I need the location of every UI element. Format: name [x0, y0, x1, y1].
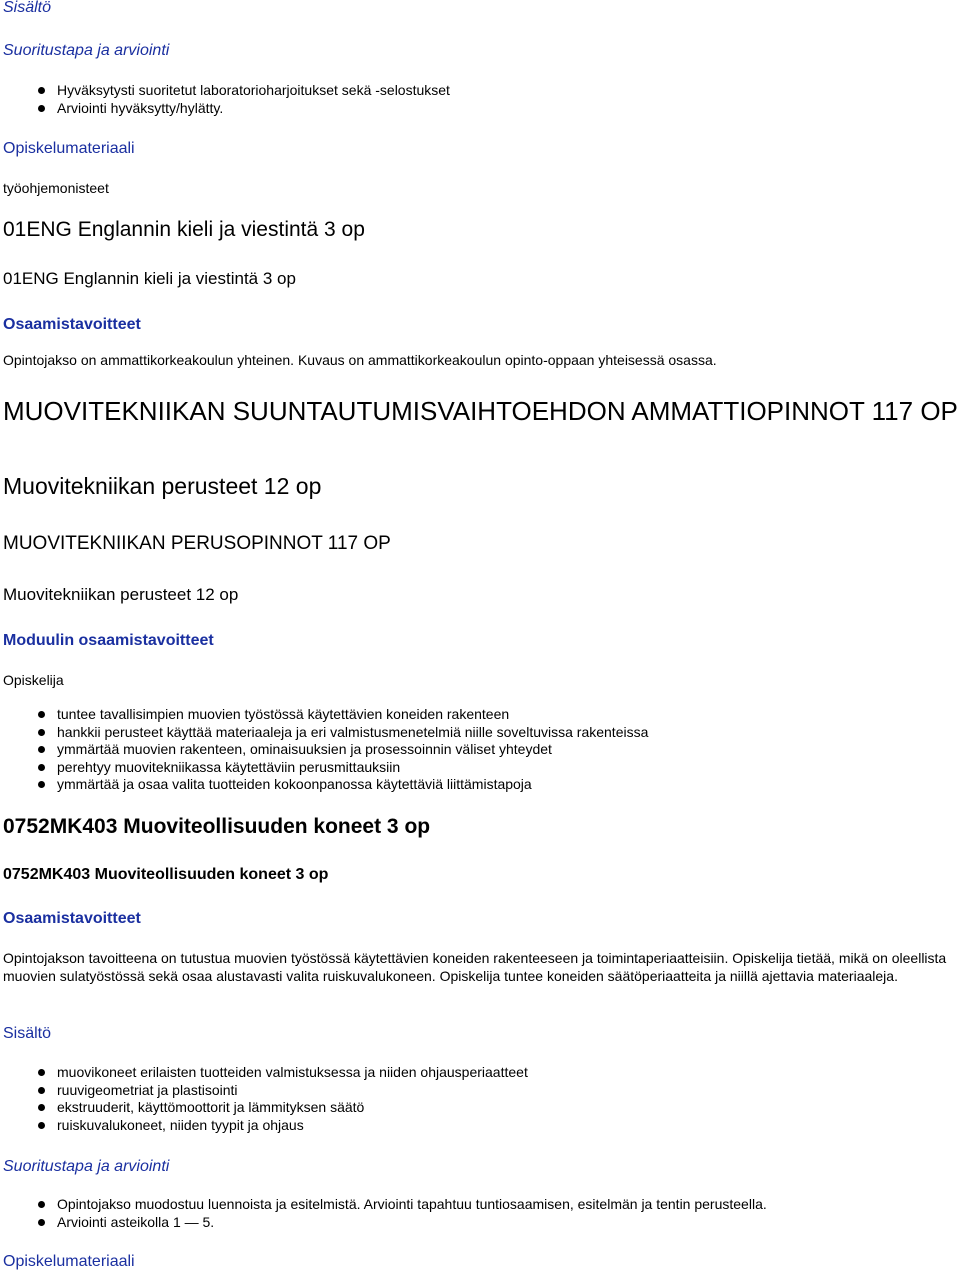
course-0752-opiskelumateriaali-heading: Opiskelumateriaali	[3, 1253, 135, 1270]
list-item: tuntee tavallisimpien muovien työstössä käytettävien koneiden rakenteen	[0, 706, 648, 724]
course-0752-title: 0752MK403 Muoviteollisuuden koneet 3 op	[3, 815, 431, 838]
bullet-icon	[38, 764, 45, 771]
eng-course-title: 01ENG Englannin kieli ja viestintä 3 op	[3, 218, 365, 241]
course-0752-sisalto-heading: Sisältö	[3, 1025, 52, 1042]
bullet-icon	[38, 1087, 45, 1094]
opiskelumateriaali-heading: Opiskelumateriaali	[3, 140, 135, 157]
eng-osaamistavoitteet-text: Opintojakso on ammattikorkeakoulun yhteinen. Kuvaus on ammattikorkeakoulun opinto-oppaan yhteisessä osassa.	[3, 352, 717, 368]
bullet-icon	[38, 1104, 45, 1111]
list-item: ymmärtää muovien rakenteen, ominaisuuksien ja prosessoinnin väliset yhteydet	[0, 741, 648, 759]
bullet-icon	[38, 746, 45, 753]
list-item: perehtyy muovitekniikassa käytettäviin perusmittauksiin	[0, 759, 648, 777]
opiskelija-label: Opiskelija	[3, 672, 64, 688]
eng-course-subtitle: 01ENG Englannin kieli ja viestintä 3 op	[3, 269, 296, 288]
suoritustapa-heading: Suoritustapa ja arviointi	[3, 42, 170, 59]
module-main-title: MUOVITEKNIIKAN SUUNTAUTUMISVAIHTOEHDON AMMATTIOPINNOT 117 OP	[3, 396, 958, 426]
bullet-icon	[38, 1219, 45, 1226]
suoritustapa-list	[0, 82, 450, 117]
bullet-icon	[38, 1069, 45, 1076]
course-0752-sisalto-list	[0, 1064, 528, 1134]
opiskelumateriaali-text: työohjemonisteet	[3, 180, 109, 196]
list-item: Arviointi hyväksytty/hylätty.	[0, 100, 450, 118]
module-objectives-list	[0, 706, 648, 794]
bullet-icon	[38, 1122, 45, 1129]
bullet-icon	[38, 87, 45, 94]
module-main-title-2: MUOVITEKNIIKAN PERUSOPINNOT 117 OP	[3, 533, 391, 554]
list-item: Opintojakso muodostuu luennoista ja esitelmistä. Arviointi tapahtuu tuntiosaamisen, esitelmän ja tentin perusteella.	[0, 1196, 767, 1214]
sisalto-heading: Sisältö	[3, 0, 52, 16]
list-item: ymmärtää ja osaa valita tuotteiden kokoonpanossa käytettäviä liittämistapoja	[0, 776, 648, 794]
eng-osaamistavoitteet-heading: Osaamistavoitteet	[3, 316, 141, 333]
moduulin-osaamistavoitteet-heading: Moduulin osaamistavoitteet	[3, 632, 214, 649]
list-item: Hyväksytysti suoritetut laboratorioharjoitukset sekä -selostukset	[0, 82, 450, 100]
course-0752-suoritustapa-list	[0, 1196, 767, 1231]
bullet-icon	[38, 1201, 45, 1208]
bullet-icon	[38, 711, 45, 718]
course-0752-subtitle: 0752MK403 Muoviteollisuuden koneet 3 op	[3, 866, 329, 883]
list-item: ruuvigeometriat ja plastisointi	[0, 1082, 528, 1100]
list-item: Arviointi asteikolla 1 — 5.	[0, 1214, 767, 1232]
module-sub-title: Muovitekniikan perusteet 12 op	[3, 473, 322, 499]
module-sub-title-2: Muovitekniikan perusteet 12 op	[3, 585, 239, 604]
list-item: ekstruuderit, käyttömoottorit ja lämmityksen säätö	[0, 1099, 528, 1117]
course-0752-osaamistavoitteet-heading: Osaamistavoitteet	[3, 910, 141, 927]
bullet-icon	[38, 105, 45, 112]
course-0752-osaamistavoitteet-text: Opintojakson tavoitteena on tutustua muovien työstössä käytettävien koneiden rakenteeseen ja toimintaperiaatteisiin. Opiskelija tietää, mikä on oleellista muovien sulatyöstössä sekä osaa alustavasti valita ruiskuvalukoneen. Opiskelija tuntee koneiden säätöperiaatteita ja niillä ajettavia materiaaleja.	[3, 950, 947, 984]
list-item: hankkii perusteet käyttää materiaaleja ja eri valmistusmenetelmiä niille soveltuvissa rakenteissa	[0, 724, 648, 742]
bullet-icon	[38, 781, 45, 788]
list-item: ruiskuvalukoneet, niiden tyypit ja ohjaus	[0, 1117, 528, 1135]
course-0752-suoritustapa-heading: Suoritustapa ja arviointi	[3, 1158, 170, 1175]
list-item: muovikoneet erilaisten tuotteiden valmistuksessa ja niiden ohjausperiaatteet	[0, 1064, 528, 1082]
bullet-icon	[38, 729, 45, 736]
